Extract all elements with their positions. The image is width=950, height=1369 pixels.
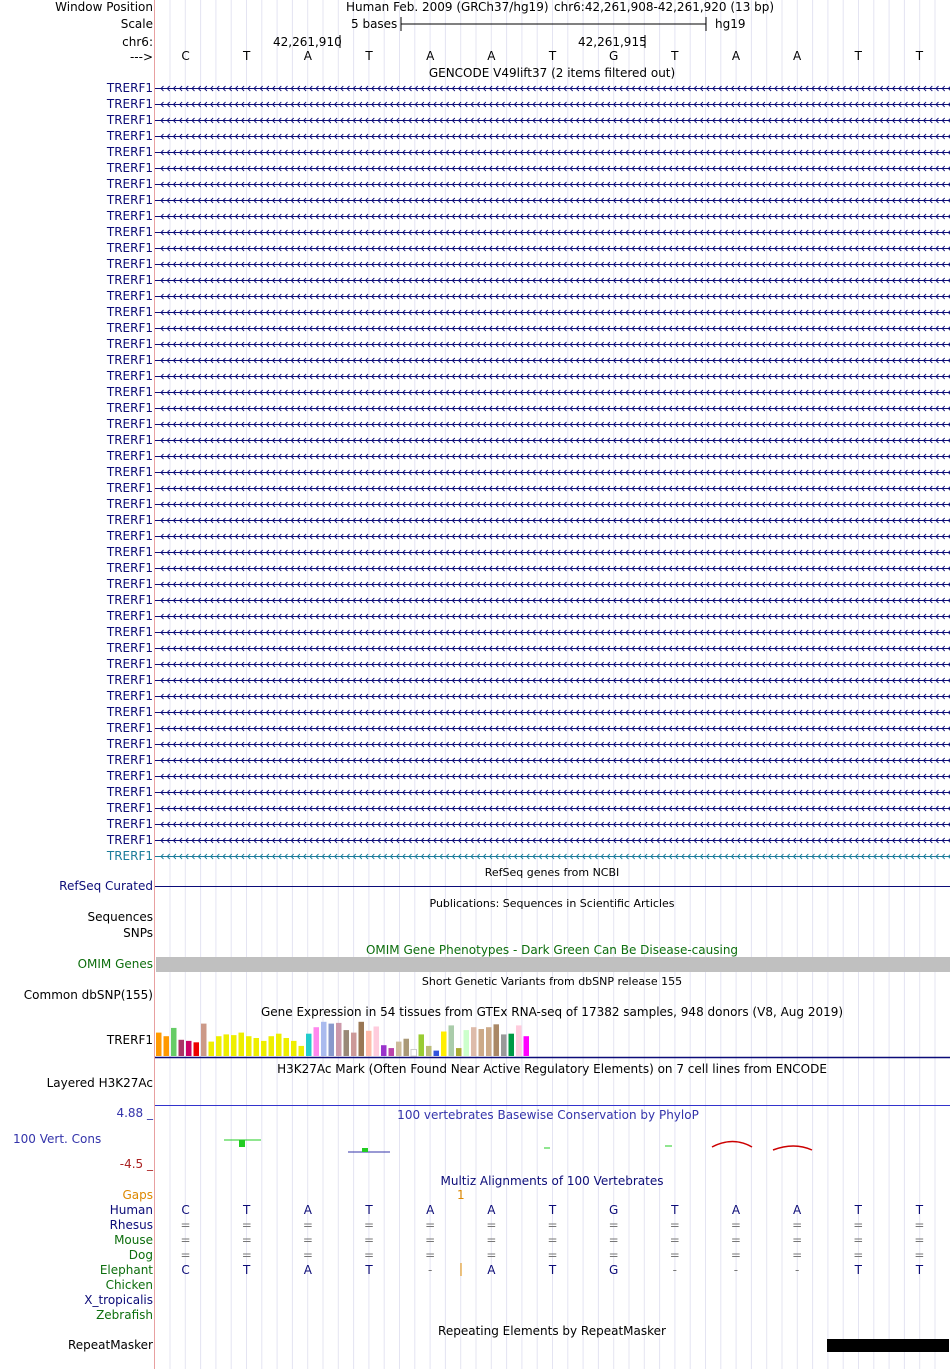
gtex-tissue-bar	[156, 1033, 162, 1056]
publications-track-label[interactable]: Sequences	[87, 910, 153, 924]
gtex-tissue-bar	[441, 1032, 447, 1056]
alignment-base: T	[915, 1203, 924, 1217]
gencode-item-label[interactable]: TRERF1	[106, 753, 153, 767]
gtex-tissue-bar	[306, 1034, 312, 1056]
gtex-tissue-bar	[239, 1033, 245, 1056]
scale-text: 5 bases	[351, 17, 398, 31]
alignment-base: =	[486, 1248, 497, 1262]
alignment-base: =	[364, 1218, 375, 1232]
gencode-item-label[interactable]: TRERF1	[106, 625, 153, 639]
h3k27ac-track-label[interactable]: Layered H3K27Ac	[46, 1076, 153, 1090]
coord-label-2: 42,261,915	[578, 35, 647, 49]
alignment-base: =	[241, 1233, 252, 1247]
alignment-base: T	[671, 1203, 679, 1217]
gencode-item-label[interactable]: TRERF1	[106, 481, 153, 495]
gencode-item-label[interactable]: TRERF1	[106, 417, 153, 431]
repeat-element-block[interactable]	[827, 1339, 949, 1352]
snps-track-label[interactable]: SNPs	[123, 926, 153, 940]
alignment-base: C	[181, 1263, 190, 1277]
refseq-track-title[interactable]: RefSeq genes from NCBI	[484, 866, 620, 879]
gencode-item-label[interactable]: TRERF1	[106, 561, 153, 575]
gtex-tissue-bar	[479, 1029, 485, 1056]
alignment-base: =	[914, 1233, 925, 1247]
gencode-item-label[interactable]: TRERF1	[106, 209, 153, 223]
alignment-base: =	[547, 1248, 558, 1262]
base-letter: T	[365, 49, 373, 63]
gtex-track-label[interactable]: TRERF1	[106, 1033, 153, 1047]
alignment-base: =	[180, 1218, 191, 1232]
alignment-base: T	[548, 1203, 557, 1217]
alignment-base: A	[487, 1263, 496, 1277]
assembly-name: Human Feb. 2009 (GRCh37/hg19)	[346, 0, 549, 14]
gtex-tissue-bar	[404, 1039, 410, 1056]
gtex-tissue-bar	[314, 1027, 320, 1056]
base-letter: A	[487, 49, 496, 63]
repeatmasker-track-label[interactable]: RepeatMasker	[67, 1338, 153, 1352]
gtex-tissue-bar	[509, 1034, 515, 1056]
alignment-base: =	[730, 1218, 741, 1232]
gencode-item-label[interactable]: TRERF1	[106, 801, 153, 815]
alignment-base: T	[365, 1203, 373, 1217]
alignment-base: =	[792, 1218, 803, 1232]
alignment-base: G	[608, 1203, 619, 1217]
gtex-tissue-bar	[494, 1024, 500, 1056]
gencode-item-label[interactable]: TRERF1	[106, 433, 153, 447]
gtex-tissue-bar	[464, 1030, 470, 1056]
gtex-tissue-bar	[471, 1027, 477, 1056]
gencode-item-label[interactable]: TRERF1	[106, 673, 153, 687]
species-label[interactable]: X_tropicalis	[84, 1293, 153, 1307]
omim-band	[156, 957, 950, 972]
gtex-tissue-bar	[164, 1036, 170, 1056]
gtex-tissue-bar	[171, 1028, 177, 1056]
alignment-base: A	[731, 1203, 741, 1217]
alignment-base: =	[608, 1218, 619, 1232]
alignment-base: =	[425, 1218, 436, 1232]
species-label[interactable]: Elephant	[99, 1263, 153, 1277]
alignment-base: =	[180, 1233, 191, 1247]
alignment-base: =	[914, 1248, 925, 1262]
omim-track-label[interactable]: OMIM Genes	[77, 957, 153, 971]
gencode-item-label[interactable]: TRERF1	[106, 769, 153, 783]
gtex-tissue-bar	[194, 1042, 200, 1056]
gtex-tissue-bar	[449, 1025, 455, 1056]
gtex-tissue-bar	[516, 1025, 522, 1056]
alignment-base: =	[547, 1233, 558, 1247]
alignment-base: T	[854, 1203, 862, 1217]
alignment-base: =	[792, 1233, 803, 1247]
gtex-tissue-bar	[434, 1051, 440, 1056]
phylop-mark	[773, 1146, 812, 1150]
gtex-tissue-bar	[254, 1038, 260, 1056]
strand-label: --->	[129, 50, 153, 64]
omim-track-title[interactable]: OMIM Gene Phenotypes - Dark Green Can Be Disease-causing	[365, 943, 739, 957]
gencode-item-label[interactable]: TRERF1	[106, 321, 153, 335]
base-letter: T	[915, 49, 924, 63]
phylop-mark	[362, 1148, 368, 1152]
alignment-base: =	[302, 1218, 313, 1232]
base-letter: A	[426, 49, 435, 63]
gtex-tissue-bar	[456, 1048, 462, 1056]
gencode-item-label[interactable]: TRERF1	[106, 129, 153, 143]
gencode-item-label[interactable]: TRERF1	[106, 113, 153, 127]
gencode-item-label[interactable]: TRERF1	[106, 657, 153, 671]
gencode-item-label[interactable]: TRERF1	[106, 177, 153, 191]
gap-count: 1	[457, 1188, 465, 1202]
gtex-tissue-bar	[216, 1036, 222, 1056]
gencode-item-label[interactable]: TRERF1	[106, 529, 153, 543]
gtex-tissue-bar	[209, 1042, 215, 1056]
alignment-base: =	[730, 1248, 741, 1262]
alignment-base: =	[669, 1248, 680, 1262]
coord-label-1: 42,261,910	[273, 35, 342, 49]
gtex-tissue-bar	[359, 1022, 365, 1056]
gencode-item-label[interactable]: TRERF1	[106, 385, 153, 399]
alignment-base: A	[487, 1203, 496, 1217]
base-letter: A	[793, 49, 802, 63]
gencode-item-label[interactable]: TRERF1	[106, 193, 153, 207]
alignment-base: -	[428, 1263, 433, 1277]
base-letter: T	[671, 49, 679, 63]
gtex-tissue-bar	[396, 1042, 402, 1056]
alignment-base: =	[425, 1233, 436, 1247]
repeatmasker-track-title[interactable]: Repeating Elements by RepeatMasker	[438, 1324, 666, 1338]
alignment-base: =	[486, 1218, 497, 1232]
gencode-item-label[interactable]: TRERF1	[106, 497, 153, 511]
alignment-base: =	[730, 1233, 741, 1247]
gencode-item-label[interactable]: TRERF1	[106, 641, 153, 655]
gencode-item-label[interactable]: TRERF1	[106, 849, 153, 863]
gtex-tissue-bar	[329, 1024, 335, 1056]
species-label[interactable]: Rhesus	[109, 1218, 153, 1232]
base-letter: T	[854, 49, 862, 63]
alignment-base: =	[180, 1248, 191, 1262]
gtex-tissue-bar	[336, 1023, 342, 1056]
alignment-base: A	[303, 1203, 312, 1217]
base-letter: T	[548, 49, 557, 63]
gtex-tissue-bar	[291, 1041, 297, 1056]
base-letter: A	[731, 49, 741, 63]
scale-label: Scale	[120, 17, 153, 31]
gencode-item-label[interactable]: TRERF1	[106, 545, 153, 559]
gencode-item-label[interactable]: TRERF1	[106, 241, 153, 255]
gencode-item-label[interactable]: TRERF1	[106, 401, 153, 415]
gtex-tissue-bar	[179, 1040, 185, 1056]
alignment-base: =	[853, 1248, 864, 1262]
gencode-item-label[interactable]: TRERF1	[106, 225, 153, 239]
gencode-item-label[interactable]: TRERF1	[106, 145, 153, 159]
alignment-base: T	[243, 1203, 251, 1217]
publications-track-title[interactable]: Publications: Sequences in Scientific Articles	[429, 897, 675, 910]
alignment-base: A	[303, 1263, 312, 1277]
phylop-min-label: -4.5 _	[119, 1157, 153, 1171]
alignment-base: =	[792, 1248, 803, 1262]
dbsnp-track-label[interactable]: Common dbSNP(155)	[23, 988, 153, 1002]
gencode-item-label[interactable]: TRERF1	[106, 449, 153, 463]
gencode-item-label[interactable]: TRERF1	[106, 785, 153, 799]
gtex-tissue-bar	[374, 1026, 380, 1056]
alignment-base: -	[794, 1263, 800, 1277]
alignment-base: =	[302, 1248, 313, 1262]
gtex-tissue-bar	[381, 1045, 387, 1056]
gtex-tissue-bar	[389, 1048, 395, 1056]
base-letter: G	[608, 49, 619, 63]
gencode-item-label[interactable]: TRERF1	[106, 81, 153, 95]
gencode-item-label[interactable]: TRERF1	[106, 353, 153, 367]
alignment-base: =	[669, 1218, 680, 1232]
gencode-item-label[interactable]: TRERF1	[106, 465, 153, 479]
alignment-base: =	[364, 1248, 375, 1262]
gtex-tissue-bar	[246, 1036, 252, 1056]
alignment-base: =	[425, 1248, 436, 1262]
window-position-label: Window Position	[55, 0, 153, 14]
alignment-base: T	[548, 1263, 557, 1277]
gencode-item-label[interactable]: TRERF1	[106, 257, 153, 271]
label-divider	[154, 0, 155, 1369]
gtex-tissue-bar	[269, 1036, 275, 1056]
gencode-item-label[interactable]: TRERF1	[106, 97, 153, 111]
chrom-label: chr6:	[122, 35, 153, 49]
gtex-tissue-bar	[344, 1030, 350, 1056]
alignment-base: =	[669, 1233, 680, 1247]
gtex-tissue-bar	[419, 1034, 425, 1056]
gtex-tissue-bar	[411, 1050, 417, 1056]
gtex-tissue-bar	[231, 1035, 237, 1056]
base-letter: A	[303, 49, 312, 63]
gtex-track-title[interactable]: Gene Expression in 54 tissues from GTEx RNA-seq of 17382 samples, 948 donors (V8, Aug 2019)	[260, 1005, 844, 1019]
gtex-tissue-bar	[366, 1031, 372, 1056]
gencode-item-label[interactable]: TRERF1	[106, 337, 153, 351]
alignment-base: T	[854, 1263, 862, 1277]
phylop-mark	[712, 1142, 752, 1148]
gtex-tissue-bar	[261, 1041, 267, 1056]
gencode-item-label[interactable]: TRERF1	[106, 833, 153, 847]
multiz-track-title[interactable]: Multiz Alignments of 100 Vertebrates	[440, 1174, 664, 1188]
alignment-base: =	[608, 1233, 619, 1247]
alignment-base: A	[793, 1203, 802, 1217]
gtex-tissue-bar	[501, 1034, 507, 1056]
gencode-item-label[interactable]: TRERF1	[106, 513, 153, 527]
db-label: hg19	[715, 17, 746, 31]
gtex-tissue-bar	[299, 1046, 305, 1056]
gencode-item-label[interactable]: TRERF1	[106, 161, 153, 175]
gencode-item-label[interactable]: TRERF1	[106, 817, 153, 831]
alignment-base: T	[915, 1263, 924, 1277]
alignment-base: =	[608, 1248, 619, 1262]
position-readout: chr6:42,261,908-42,261,920 (13 bp)	[554, 0, 775, 14]
species-label[interactable]: Human	[109, 1203, 153, 1217]
phylop-track-label[interactable]: 100 Vert. Cons	[13, 1132, 102, 1146]
gencode-item-label[interactable]: TRERF1	[106, 369, 153, 383]
phylop-max-label: 4.88 _	[116, 1106, 153, 1120]
alignment-base: T	[243, 1263, 251, 1277]
alignment-base: =	[302, 1233, 313, 1247]
gencode-track-title[interactable]: GENCODE V49lift37 (2 items filtered out)	[428, 66, 676, 80]
h3k27ac-track-title[interactable]: H3K27Ac Mark (Often Found Near Active Regulatory Elements) on 7 cell lines from ENCODE	[277, 1062, 827, 1076]
alignment-base: =	[547, 1218, 558, 1232]
gencode-item-label[interactable]: TRERF1	[106, 721, 153, 735]
gencode-item-label[interactable]: TRERF1	[106, 593, 153, 607]
gtex-tissue-bar	[524, 1036, 530, 1056]
gtex-tissue-bar	[351, 1033, 357, 1056]
gencode-item-label[interactable]: TRERF1	[106, 609, 153, 623]
alignment-base: =	[364, 1233, 375, 1247]
gtex-tissue-bar	[224, 1034, 230, 1056]
gencode-item-label[interactable]: TRERF1	[106, 689, 153, 703]
gtex-tissue-bar	[321, 1022, 327, 1056]
gencode-item-label[interactable]: TRERF1	[106, 273, 153, 287]
phylop-mark	[239, 1140, 245, 1147]
phylop-track-title[interactable]: 100 vertebrates Basewise Conservation by PhyloP	[397, 1108, 699, 1122]
gtex-tissue-bar	[276, 1034, 282, 1056]
refseq-track-label[interactable]: RefSeq Curated	[59, 879, 153, 893]
alignment-base: -	[672, 1263, 677, 1277]
alignment-base: A	[426, 1203, 435, 1217]
alignment-base: =	[914, 1218, 925, 1232]
gtex-tissue-bar	[201, 1024, 207, 1056]
gtex-tissue-bar	[186, 1041, 192, 1056]
alignment-base: -	[733, 1263, 739, 1277]
dbsnp-track-title[interactable]: Short Genetic Variants from dbSNP release 155	[421, 975, 683, 988]
alignment-base: G	[608, 1263, 619, 1277]
base-letter: T	[243, 49, 251, 63]
species-label[interactable]: Mouse	[114, 1233, 153, 1247]
gencode-item-label[interactable]: TRERF1	[106, 705, 153, 719]
alignment-base: =	[853, 1218, 864, 1232]
gencode-item-label[interactable]: TRERF1	[106, 289, 153, 303]
species-label[interactable]: Chicken	[105, 1278, 153, 1292]
alignment-base: C	[181, 1203, 190, 1217]
alignment-base: =	[486, 1233, 497, 1247]
species-label[interactable]: Dog	[128, 1248, 153, 1262]
gaps-label: Gaps	[122, 1188, 153, 1202]
species-label[interactable]: Zebrafish	[96, 1308, 153, 1322]
gtex-tissue-bar	[486, 1027, 492, 1056]
gencode-item-label[interactable]: TRERF1	[106, 305, 153, 319]
gtex-tissue-bar	[426, 1046, 432, 1056]
gencode-item-label[interactable]: TRERF1	[106, 577, 153, 591]
alignment-base: =	[241, 1248, 252, 1262]
alignment-base: =	[241, 1218, 252, 1232]
base-letter: C	[181, 49, 190, 63]
gencode-item-label[interactable]: TRERF1	[106, 737, 153, 751]
gtex-tissue-bar	[284, 1038, 290, 1056]
alignment-base: =	[853, 1233, 864, 1247]
alignment-base: T	[365, 1263, 373, 1277]
